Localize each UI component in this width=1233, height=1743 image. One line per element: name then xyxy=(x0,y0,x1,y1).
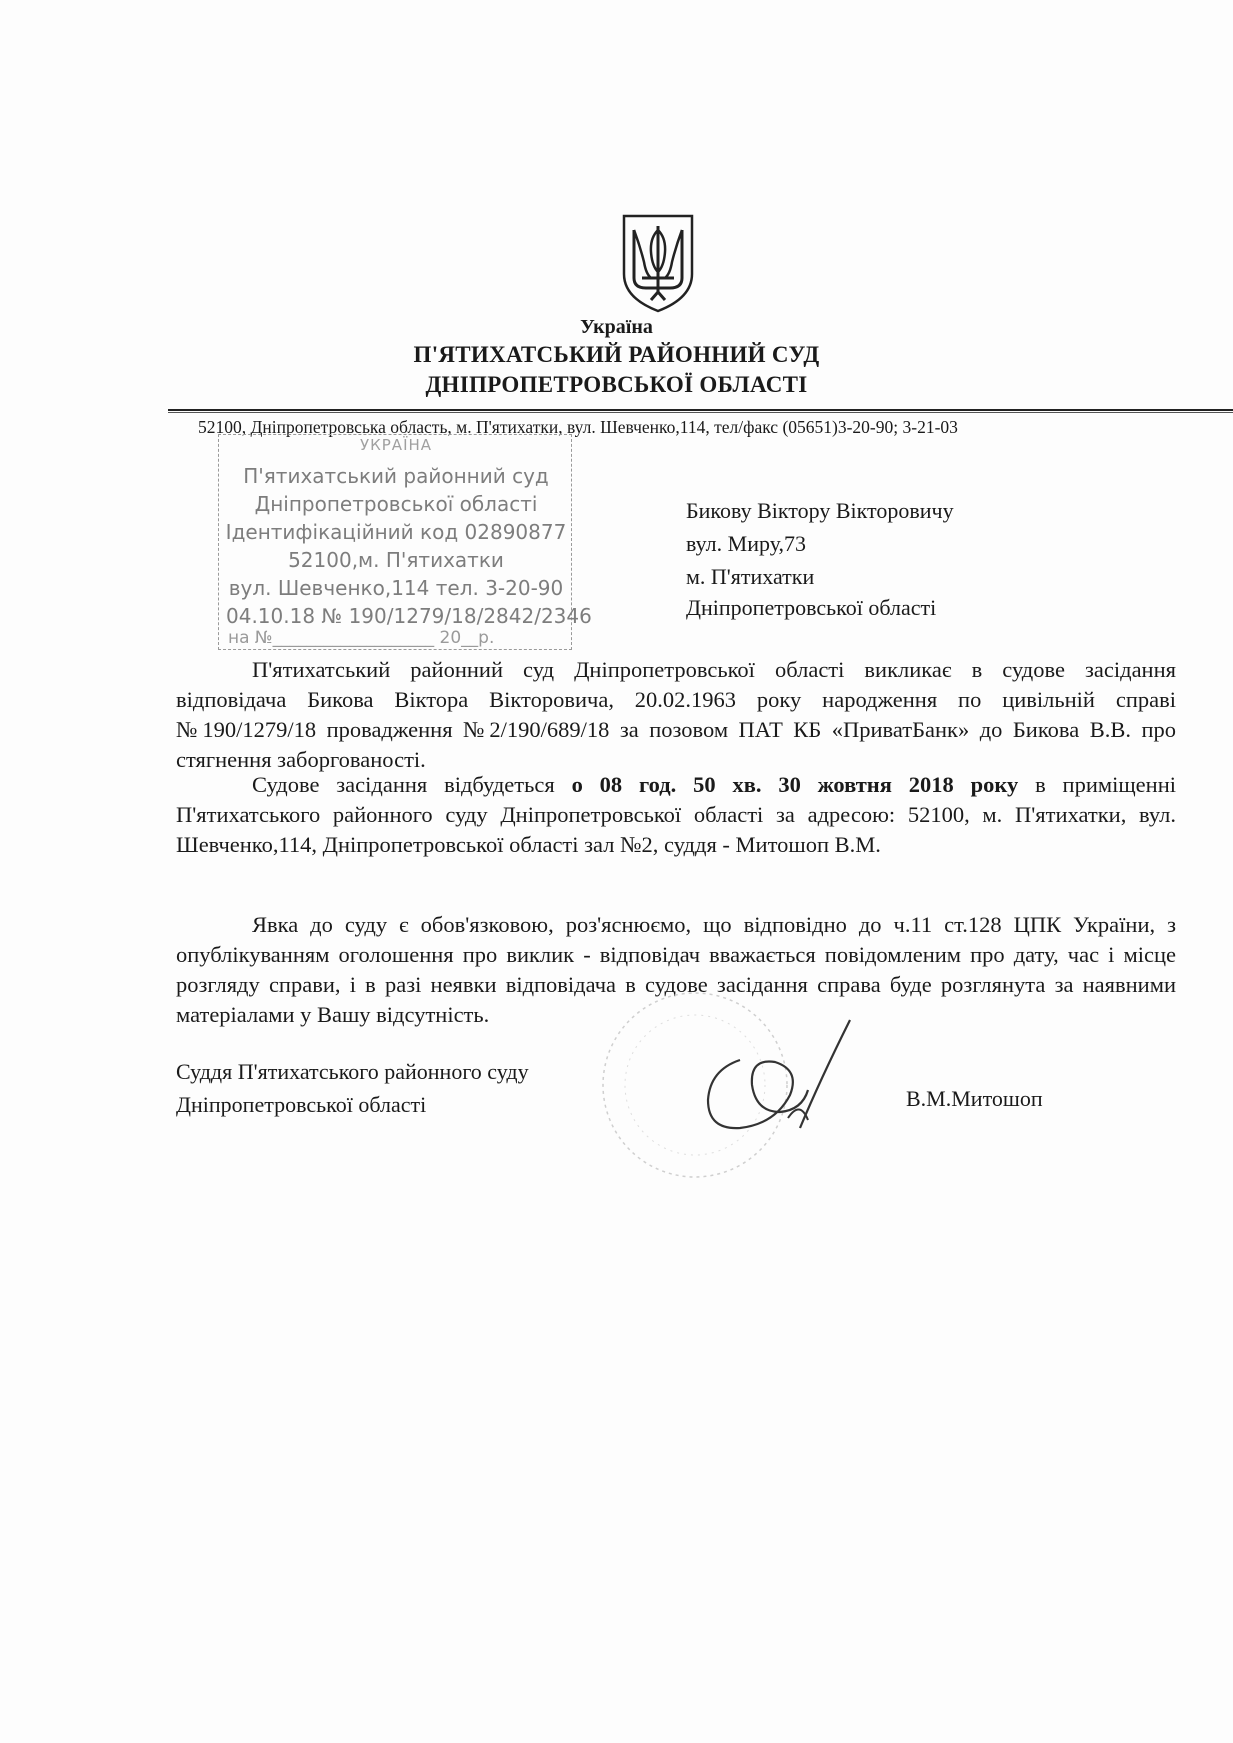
stamp-date-number: 04.10.18 № 190/1279/18/2842/2346 xyxy=(226,604,592,628)
stamp-line: П'ятихатський районний суд xyxy=(243,464,549,488)
judge-title xyxy=(176,1055,529,1121)
header-court-region: ДНІПРОПЕТРОВСЬКОЇ ОБЛАСТІ xyxy=(425,372,808,397)
addressee-city: м. П'ятихатки xyxy=(686,564,815,589)
stamp-line: 52100,м. П'ятихатки xyxy=(288,548,504,572)
header-divider-thin xyxy=(168,412,1233,413)
court-address-line: 52100, Дніпропетровська область, м. П'ятихатки, вул. Шевченко,114, тел/факс (05651)3-20-90; 3-21-03 xyxy=(198,417,958,437)
handwritten-signature-icon xyxy=(680,1000,870,1150)
hearing-datetime: о 08 год. 50 хв. 30 жовтня 2018 року xyxy=(571,772,1019,797)
stamp-reference: на №___________________ 20__р. xyxy=(228,628,495,648)
registration-stamp xyxy=(218,434,592,652)
addressee-region: Дніпропетровської області xyxy=(686,595,937,620)
summons-paragraph: П'ятихатський районний суд Дніпропетровської області викликає в судове засідання відповідача Бикова Віктора Вікторовича, 20.02.1963 року народження по цивільній справі №190/1279/18 провадження №2/190/689/18 за позовом ПАТ КБ «ПриватБанк» до Бикова В.В. про стягнення заборгованості. xyxy=(176,657,1176,772)
judge-title-line: Дніпропетровської області xyxy=(176,1092,427,1117)
attendance-paragraph: Явка до суду є обов'язковою, роз'яснюємо, що відповідно до ч.11 ст.128 ЦПК України, з опублікуванням оголошення про виклик - відповідач вважається повідомленим про дату, час і місце розгляду справи, і в разі неявки відповідача в судове засідання справа буде розглянута за наявними матеріалами у Вашу відсутність. xyxy=(176,912,1176,1027)
addressee-name: Бикову Віктору Вікторовичу xyxy=(686,498,954,523)
header-court-name: П'ЯТИХАТСЬКИЙ РАЙОННИЙ СУД xyxy=(413,342,820,367)
trident-coat-of-arms-icon xyxy=(620,212,696,314)
hearing-text: Судове засідання відбудеться xyxy=(252,772,572,797)
stamp-line: Ідентифікаційний код 02890877 xyxy=(225,520,567,544)
addressee-street: вул. Миру,73 xyxy=(686,531,806,556)
header-country: Україна xyxy=(580,316,653,338)
stamp-line: вул. Шевченко,114 тел. 3-20-90 xyxy=(228,576,564,600)
stamp-line: УКРАЇНА xyxy=(359,436,433,454)
hearing-location-text: в приміщенні П'ятихатського районного суду Дніпропетровської області за адресою: 52100, м. П'ятихатки, вул. Шевченко,114, Дніпропетровської області зал №2, суддя - Митошоп В.М. xyxy=(176,772,1177,857)
judge-name: В.М.Митошоп xyxy=(906,1086,1043,1111)
hearing-paragraph xyxy=(176,770,1176,860)
header-divider xyxy=(168,409,1233,411)
judge-title-line: Суддя П'ятихатського районного суду xyxy=(176,1059,529,1084)
stamp-line: Дніпропетровської області xyxy=(254,492,538,516)
